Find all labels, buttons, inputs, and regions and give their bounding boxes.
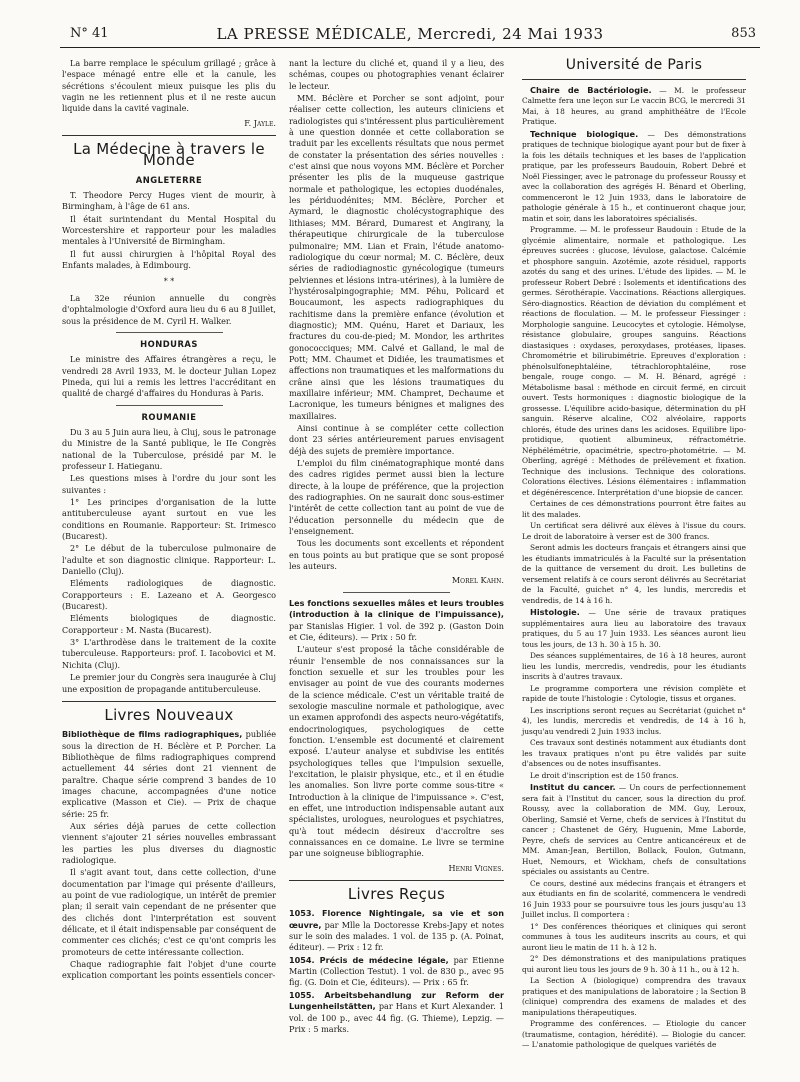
book-title: Bibliothèque de films radiographiques, <box>62 729 243 740</box>
book-entry <box>289 598 504 643</box>
paragraph: 1° Des conférences théoriques et cliniques qui seront communes à tous les auditeurs inscrits au cours, et qui auront lieu le matin de 11 h. à 12 h. <box>522 921 746 952</box>
book-meta: par Etienne Martin (Collection Testut). 1 vol. de 830 p., avec 95 fig. (G. Doin et Cie, éditeurs). — Prix : 65 fr. <box>289 954 505 988</box>
section-title-universite: Université de Paris <box>565 57 703 73</box>
notice-text: — Une série de travaux pratiques supplémentaires aura lieu au laboratoire des travaux pratiques, du 5 au 17 Juin 1933. Les séances auront lieu tous les jours, de 13 h. 30 à 15 h. 30. <box>522 608 746 649</box>
book-title: 1054. Précis de médecine légale, <box>289 954 449 965</box>
notice <box>522 85 746 128</box>
column-right <box>522 58 746 1052</box>
divider <box>343 592 451 593</box>
intro-signature: F. Jayle. <box>244 117 276 128</box>
notice-text: — Un cours de perfectionnement sera fait à l'Institut du cancer, sous la direction du prof. Roussy, avec la collaboration de MM. Guy, Leroux, Oberling, Samsié et Verne, chefs de services à l'Institut du cancer ; Chastenet de Géry, Huguenin, Mme Laborde, Peyre, chefs de services au Centre anticancéreux et de MM. Aman-Jean, Bertillon, Bollack, Foulon, Gutmann, Huet, Nemours, et Wickham, chefs de consultations spéciales ou assistants au Centre. <box>522 783 746 876</box>
page-number: 853 <box>731 26 756 41</box>
section-title-livres-recus: Livres Reçus <box>347 885 446 904</box>
paragraph: 3° L'arthrodèse dans le traitement de la coxite tuberculeuse. Rapporteurs: prof. I. Iacobovici et M. Nichita (Cluj). <box>62 637 276 670</box>
paragraph: Il fut aussi chirurgien à l'hôpital Royal des Enfants malades, à Edimbourg. <box>62 248 276 271</box>
paragraph: Le premier jour du Congrès sera inaugurée à Cluj une exposition de propagande antituberculeuse. <box>62 672 276 694</box>
paragraph: Eléments radiologiques de diagnostic. Corapporteurs : E. Lazeano et A. Georgesco (Bucarest). <box>62 578 276 612</box>
book-meta: publiée sous la direction de H. Béclère et P. Porcher. La Bibliothèque de films radiographiques comprend actuellement 44 séries dont 21 viennent de paraître. Chaque série comprend 3 bandes de 10 images chacune, accompagnées d'une notice explicative (Masson et Cie). — Prix de chaque série: 25 fr. <box>62 729 276 819</box>
notice-text: — M. le professeur Calmette fera une leçon sur Le vaccin BCG, le mercredi 31 Mai, à 18 heures, au grand amphithéâtre de l'Ecole Pratique. <box>522 85 746 126</box>
signature: Morel Kahn. <box>451 575 504 586</box>
intro-paragraph: La barre remplace le spéculum grillagé ; grâce à l'espace ménagé entre elle et la canule, les sécrétions s'écoulent mieux puisque les plis du vagin ne les retiennent plus et il ne reste aucun liquide dans la cavité vaginale. <box>62 58 276 114</box>
paragraph: Programme. — M. le professeur Baudouin : Etude de la glycémie alimentaire, normale et pathologique. Les épreuves sucrées : glucose, lévulose, galactose. Calcémie et phosphore sanguin. Azotémie, azote résiduel, rapports azotés du sang et des urines. L'étude des lipides. — M. le professeur Robert Debré : Isolements et identifications des germes. Sérothérapie. Vaccinations. Réactions allergiques. Séro-diagnostics. Réaction de déviation du complément et réactions de floculation. — M. le professeur Fiessinger : Morphologie sanguine. Leucocytes et cytologie. Hémolyse, résistance globulaire, groupes sanguins. Réactions diastasiques : oxydases, peroxydases, protéases, lipases. Chromométrie et bilirubimétrie. Epreuves d'exploration : phénolsulfonephtaléine, tétrachlorophtaléine, rose bengale, rouge congo. — M. H. Bénard, agrégé : Métabolisme basal : méthode en circuit fermé, en circuit ouvert. Tests hormoniques : diagnostic biologique de la grossesse. L'équilibre acido-basique, détermination du pH sanguin. Réserve alcaline, CO2 alvéolaire, rapports chlorés, étude des urines dans les acidoses. Equilibre lipo-protidique, quotient albumineux, réfractométrie. Néphélémétrie, opacimétrie, spectro-photométrie. — M. Oberling, agrégé : Méthodes de prélèvement et fixation. Technique des inclusions. Technique des colorations. Colorations électives. Lésions élémentaires : inflammation et dégénérescence. Interprétation d'une biopsie de cancer. <box>522 225 746 497</box>
paragraph: 1° Les principes d'organisation de la lutte antituberculeuse ayant surtout en vue les conditions en Roumanie. Rapporteur: St. Irimesco (Bucarest). <box>62 497 276 542</box>
paragraph: Ainsi continue à se compléter cette collection dont 23 séries antérieurement parues envisagent déjà des sujets de première importance. <box>289 423 504 456</box>
paragraph: nant la lecture du cliché et, quand il y a lieu, des schémas, coupes ou photographies venant éclairer le lecteur. <box>289 58 504 91</box>
paragraph: Le ministre des Affaires étrangères a reçu, le vendredi 28 Avril 1933, M. le docteur Julian Lopez Pineda, qui lui a remis les lettres l'accréditant en qualité de chargé d'affaires du Honduras à Paris. <box>62 354 276 399</box>
received-book <box>289 908 504 953</box>
notice <box>522 607 746 650</box>
heading-honduras: HONDURAS <box>140 338 198 349</box>
paragraph: Le programme comportera une révision complète et rapide de toute l'histologie : Cytologie, tissus et organes. <box>522 683 746 703</box>
signature: Henri Vignes. <box>448 862 504 873</box>
paragraph: Ce cours, destiné aux médecins français et étrangers et aux étudiants en fin de scolarité, commencera le vendredi 16 Juin 1933 pour se poursuivre tous les jours jusqu'au 13 Juillet inclus. Il comportera : <box>522 878 746 919</box>
paragraph: MM. Béclère et Porcher se sont adjoint, pour réaliser cette collection, les auteurs cliniciens et radiologistes qui s'intéressent plus particulièrement à une question donnée et cette collaboration se traduit par les excellents résultats que nous permet de constater la présentation des séries nouvelles : c'est ainsi que nous voyons MM. Béclère et Porcher présenter les plis de la muqueuse gastrique normale et pathologique, les ectopies duodénales, les périduodénites; MM. Béclère, Porcher et Aymard, le diagnostic cholécystographique des lithiases; MM. Bérard, Dumarest et Angirany, la thérapeutique chirurgicale de la tuberculose pulmonaire; MM. Lian et Frain, l'étude anatomo-radiologique du cœur normal; M. C. Béclère, deux séries de radiodiagnostic gynécologique (tumeurs pelviennes et lésions intra-utérines), à la lumière de l'hystérosalpingographie; MM. Péhu, Policard et Boucaumont, les aspects radiographiques du rachitisme dans la première enfance (évolution et diagnostic); MM. Quénu, Haret et Dariaux, les fractures du cou-de-pied; M. Mondor, les arthrites gonococciques; MM. Calvé et Galland, le mal de Pott; MM. Chaumet et Didiée, les traumatismes et affections non traumatiques et les malformations du crâne ainsi que les lésions traumatiques du maxillaire inférieur; MM. Champret, Dechaume et Lacronique, les tumeurs bénignes et malignes des maxillaires. <box>289 93 504 421</box>
notice-heading: Technique biologique. <box>530 128 639 139</box>
paragraph: La Section A (biologique) comprendra des travaux pratiques et des manipulations de laboratoire ; la Section B (clinique) comprendra des examens de malades et des manipulations thérapeutiques. <box>522 976 746 1017</box>
received-book <box>289 990 504 1035</box>
paragraph: La 32e réunion annuelle du congrès d'ophtalmologie d'Oxford aura lieu du 6 au 8 Juillet, sous la présidence de M. Cyril H. Walker. <box>62 292 276 326</box>
book-meta: par Mlle la Doctoresse Krebs-Japy et notes sur le soin des malades. 1 vol. de 135 p. (A. Poinat, éditeur). — Prix : 12 fr. <box>289 919 504 953</box>
journal-title: LA PRESSE MÉDICALE, Mercredi, 24 Mai 1933 <box>216 25 604 43</box>
paragraph: Il était surintendant du Mental Hospital du Worcestershire et rapporteur pour les maladies mentales à l'Université de Birmingham. <box>62 213 276 247</box>
paragraph: 2° Des démonstrations et des manipulations pratiques qui auront lieu tous les jours de 9 h. 30 à 11 h., ou à 12 h. <box>522 954 746 974</box>
page-header <box>60 22 760 48</box>
divider <box>116 405 223 406</box>
paragraph: Eléments biologiques de diagnostic. Corapporteur : M. Nasta (Bucarest). <box>62 613 276 635</box>
divider <box>522 79 746 80</box>
received-book <box>289 955 504 989</box>
paragraph: Le droit d'inscription est de 150 francs. <box>530 770 679 780</box>
paragraph: Programme des conférences. — Etiologie du cancer (traumatisme, contagion, hérédité). — Biologie du cancer. — L'anatomie pathologique de quelques variétés de <box>522 1019 746 1049</box>
divider <box>116 332 223 333</box>
divider <box>62 135 276 136</box>
book-entry <box>62 729 276 820</box>
notice-text: — Des démonstrations pratiques de technique biologique ayant pour but de fixer à la fois les détails techniques et les bases de l'application pratique, par les professeurs Baudouin, Robert Debré et Noël Fiessinger, avec le patronage du professeur Roussy et avec la collaboration des agrégés H. Bénard et Oberling, commenceront le 12 Juin 1933, dans le laboratoire de pathologie générale à 15 h., et continueront chaque jour, matin et soir, dans les laboratoires spécialisés. <box>522 129 747 223</box>
book-title: 1055. Arbeitsbehandlung zur Reform der Lungenheilstätten, <box>289 989 504 1012</box>
paragraph: L'emploi du film cinématographique monté dans des cadres rigides permet aussi bien la lecture directe, à la loupe de préférence, que la projection des radiographies. On ne saurait donc sous-estimer l'intérêt de cette collection tant au point de vue de l'éducation personnelle du médecin que de l'enseignement. <box>289 458 504 537</box>
notice <box>522 782 746 878</box>
heading-roumanie: ROUMANIE <box>141 411 197 422</box>
section-title-livres-nouveaux: Livres Nouveaux <box>104 705 234 724</box>
paragraph: Des séances supplémentaires, de 16 à 18 heures, auront lieu les lundis, mercredis, vendredis, pour les étudiants inscrits à d'autres travaux. <box>522 651 746 681</box>
paragraph: 2° Le début de la tuberculose pulmonaire de l'adulte et son diagnostic clinique. Rapporteur: L. Daniello (Cluj). <box>62 543 276 577</box>
paragraph: Ces travaux sont destinés notamment aux étudiants dont les travaux pratiques n'ont pu être validés par suite d'absences ou de notes insuffisantes. <box>522 738 746 768</box>
paragraph: Aux séries déjà parues de cette collection viennent s'ajouter 21 séries nouvelles embrassant les parties les plus diverses du diagnostic radiologique. <box>62 820 276 865</box>
notice-heading: Histologie. <box>530 607 580 617</box>
paragraph: L'auteur s'est proposé la tâche considérable de réunir l'ensemble de nos connaissances sur la fonction sexuelle et sur les troubles pour les envisager au point de vue des courants modernes de la science médicale. C'est un véritable traité de sexologie masculine normale et pathologique, avec un examen approfondi des aspects neuro-végétatifs, endocrinologiques, psychologiques de cette fonction. L'ensemble est documenté et clairement exposé. L'auteur analyse et subdivise les entités psychologiques telles que l'impulsion sexuelle, l'excitation, le plaisir physique, etc., et il en étudie les anomalies. Son livre porte comme sous-titre « Introduction à la clinique de l'impuissance ». C'est, en effet, une introduction indispensable autant aux spécialistes, urologues, neurologues et psychiatres, qu'à tout médecin désireux d'accroître ses connaissances en ce domaine. Le livre se termine par une soigneuse bibliographie. <box>289 644 504 859</box>
column-left <box>62 58 276 983</box>
paragraph: Certaines de ces démonstrations pourront être faites au lit des malades. <box>522 499 746 519</box>
paragraph: Du 3 au 5 Juin aura lieu, à Cluj, sous le patronage du Ministre de la Santé publique, le IIe Congrès national de la Tuberculose, présidé par M. le professeur I. Hatieganu. <box>62 426 276 471</box>
paragraph: Les questions mises à l'ordre du jour sont les suivantes : <box>62 473 276 495</box>
issue-number: N° 41 <box>70 26 109 41</box>
paragraph: T. Theodore Percy Huges vient de mourir, à Birmingham, à l'âge de 61 ans. <box>62 190 276 212</box>
book-meta: par Hans et Kurt Alexander. 1 vol. de 100 p., avec 44 fig. (G. Thieme), Lepzig. — Prix : 5 marks. <box>289 1001 504 1034</box>
divider <box>62 701 276 702</box>
notice <box>522 129 746 225</box>
paragraph: Tous les documents sont excellents et répondent en tous points au but pratique que se sont proposé les auteurs. <box>289 538 504 572</box>
notice-heading: Chaire de Bactériologie. <box>530 84 652 95</box>
paragraph: Seront admis les docteurs français et étrangers ainsi que les étudiants immatriculés à la Faculté sur la présentation de la quittance de versement du droit. Les bulletins de versement relatifs à ce cours seront délivrés au Secrétariat de la Faculté, guichet n° 4, les lundis, mercredis et vendredis, de 14 à 16 h. <box>522 543 746 605</box>
section-title-medecine: La Médecine à travers le Monde <box>73 140 265 170</box>
paragraph: Les inscriptions seront reçues au Secrétariat (guichet n° 4), les lundis, mercredis et vendredis, de 14 à 16 h, jusqu'au vendredi 2 Juin 1933 inclus. <box>522 705 746 736</box>
notice-heading: Institut du cancer. <box>530 782 616 792</box>
book-title: Les fonctions sexuelles mâles et leurs troubles (introduction à la clinique de l'impuissance), <box>289 597 504 620</box>
paragraph: Chaque radiographie fait l'objet d'une courte explication comportant les points essentiels concer- <box>62 959 276 981</box>
book-title: 1053. Florence Nightingale, sa vie et son œuvre, <box>289 908 504 930</box>
divider <box>289 880 504 881</box>
column-middle <box>289 58 504 1036</box>
book-meta: par Stanislas Higier. 1 vol. de 392 p. (Gaston Doin et Cie, éditeurs). — Prix : 50 fr. <box>289 620 504 642</box>
paragraph: Il s'agit avant tout, dans cette collection, d'une documentation par l'image qui présente d'ailleurs, au point de vue radiologique, un intérêt de premier plan; il serait vain cependant de ne présenter que des clichés dont l'interprétation est souvent délicate, et il était indispensable par conséquent de commenter ces clichés; c'est ce qu'ont compris les promoteurs de cette intéressante collection. <box>62 867 276 957</box>
paragraph: Un certificat sera délivré aux élèves à l'issue du cours. Le droit de laboratoire à verser est de 300 francs. <box>522 521 746 541</box>
heading-angleterre: ANGLETERRE <box>135 174 203 185</box>
asterism: * * <box>163 276 175 286</box>
